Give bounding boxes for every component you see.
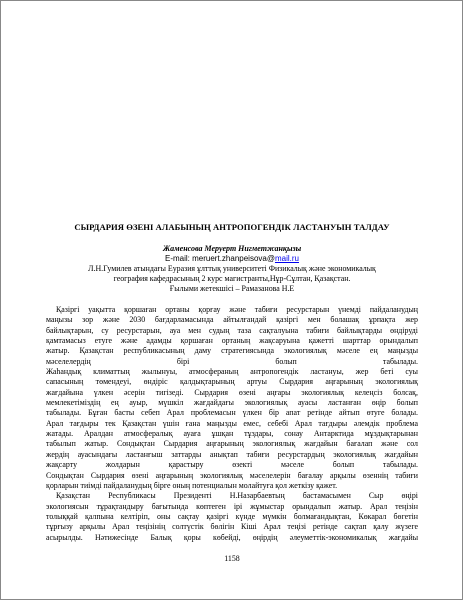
text-line: байлықтарын, су ресурстарын, ауа мен судың таза сақталуына табиғи байлықтарды өндіруді	[46, 325, 418, 335]
text-line: табылады. Бұған басты себеп Арал проблемасын үлкен бір апат ретінде айтып өтуге болады.	[46, 408, 418, 418]
text-line: мемлекетіміздің ең ауыр, мүшкіл жағдайдағы экологиялық ауасы ластанған өңір болып	[46, 398, 418, 408]
text-line: маңызы зор және 2030 бағдарламасында айтылғандай қазіргі мен болашақ ұрпақта жер	[46, 315, 418, 325]
affiliation-line: Л.Н.Гумилев атындағы Еуразия ұлттық университеті Физикалық және экономикалық	[88, 264, 376, 273]
text-line: жатады. Аралдан атмосфералық ауаға ұшқан тұздары, сонау Антарктида мұздықтарынан	[46, 429, 418, 439]
text-line: қорларын тиімді пайдаланудың бірге оның потенциалын молайтуға қол жеткізу қажет.	[46, 480, 338, 490]
text-line: қамтамасыз етуге және адамды қоршаған ортаның жақсаруына қажетті шарттар орындалып	[46, 336, 418, 346]
text-line: мәселелердің бірі болып табылады.	[46, 356, 418, 366]
email-label: E-mail: meruert.zhanpeisova@	[165, 253, 275, 263]
text-line: Қазақстан Республикасы Президенті Н.Назарбаевтың бастамасымен Сыр өңірі	[56, 491, 418, 501]
text-line: тұрғызу арқылы Арал теңізінің солтүстік бөлігін Кіші Арал теңізі ретінде сақтап қалу жүзеге	[46, 522, 418, 532]
affiliation-line: география кафедрасының 2 курс магистранты,Нұр-Сұлтан, Қазақстан.	[113, 273, 351, 283]
article-title: СЫРДАРИЯ ӨЗЕНІ АЛАБЫНЫҢ АНТРОПОГЕНДІК ЛАСТАНУЫН ТАЛДАУ	[74, 222, 390, 232]
text-line: экологиясын тұрақтандыру бағытында көптеген ірі жұмыстар орындалып жатыр. Арал теңізін	[46, 501, 418, 511]
article-body	[46, 305, 418, 543]
text-line: Арал тағдыры тек Қазақстан үшін ғана маңызды емес, себебі Арал тағдыры әлемдік проблема	[46, 418, 418, 428]
email-link[interactable]: mail.ru	[274, 253, 299, 263]
text-line: Сондықтан Сырдария өзені аңғарының экологиялық мәселелерін бағалау арқылы өзеннің табиғи	[46, 470, 418, 480]
text-line: Жаһандық климаттың жылынуы, атмосфераның антропогендік ластануы, жер беті суы	[46, 367, 418, 377]
paragraph-1	[46, 305, 418, 491]
paragraph-2	[46, 491, 418, 543]
page-number: 1158	[224, 554, 240, 563]
affiliation-block	[46, 264, 418, 293]
author-email	[46, 254, 418, 263]
author-name: Жаменсова Меруерт Нигметжанқызы	[162, 244, 302, 253]
text-line: жақсарту жолдарын қарастыру өзекті мәселе болып табылады.	[46, 460, 418, 470]
text-line: толыққай қалпына келтіріп, оны сақтау қазіргі күнде мүмкін болмағандықтан, Көкарал бөгетін	[46, 511, 418, 521]
supervisor-line: Ғылыми жетекшісі – Рамазанова Н.Е	[169, 283, 295, 293]
text-line: асырылды. Нәтижесінде Балық қоры көбейді, өңірдің әлеуметтік-экономикалық жағдайы	[46, 532, 418, 542]
text-line: табылып жатыр. Сондықтан Сырдария аңғарының экологиялық жағдайын бағалап және сол	[46, 439, 418, 449]
text-line: жағдайына үлкен әсерін тигізеді. Сырдария өзені аңғары экологиялық келеңсіз болсақ,	[46, 387, 418, 397]
text-line: Қазіргі уақытта қоршаған ортаны қорғау және табиғи ресурстарын үнемді пайдаланудың	[56, 305, 418, 314]
text-line: жердің ауасындағы ластанғыш заттарды анықтап табиғи ресурстардың экологиялық жағдайын	[46, 449, 418, 459]
text-line: сапасының төмендеуі, өндіріс қалдықтарының артуы Сырдария аңғарының экологиялық	[46, 377, 418, 387]
text-line: жатыр. Қазақстан республикасының даму стратегиясында экологиялық мәселе ең маңызды	[46, 346, 418, 356]
